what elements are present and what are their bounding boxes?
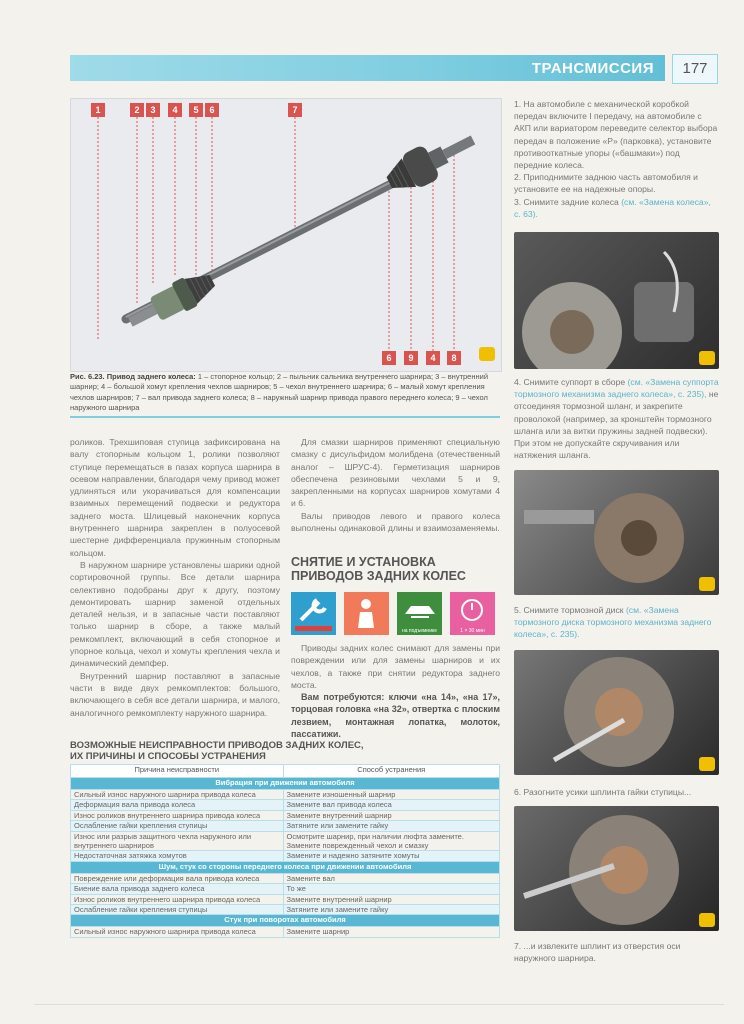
step-text: 6. Разогните усики шплинта гайки ступицы... xyxy=(514,787,692,797)
step-text xyxy=(514,196,719,220)
time-icon-label: 1 × 30 мин xyxy=(460,628,485,634)
table-row xyxy=(71,894,500,904)
table-row xyxy=(71,873,500,883)
figure-tag: 9 xyxy=(404,351,418,365)
table-row xyxy=(71,810,500,820)
remedy-cell: Замените вал xyxy=(283,873,500,883)
cause-cell: Деформация вала привода колеса xyxy=(71,800,284,810)
step-label: 4. Снимите суппорт в сборе xyxy=(514,377,626,387)
group-row xyxy=(71,861,500,873)
photo-hub-nut-pin xyxy=(514,650,719,775)
remedy-cell: Затяните или замените гайку xyxy=(283,905,500,915)
remedy-cell: Замените изношенный шарнир xyxy=(283,790,500,800)
middle-column xyxy=(291,436,500,534)
table-row xyxy=(71,790,500,800)
steps-1-3 xyxy=(514,98,719,220)
paragraph: роликов. Трехшиповая ступица зафиксирована на валу стопорным кольцом 1, ролики позволяют ступице перемещаться в пазах корпуса шарнира в осевом направлении, благодаря чему привод может удлиняться или укорачиваться для компенсации взаимных перемещений подвески и редуктора заднего моста. Шлицевый наконечник корпуса внутреннего шарнира закреплен в полуосевой шестерне дифференциала пружинным стопорным кольцом. xyxy=(70,437,280,558)
cause-cell: Сильный износ наружного шарнира привода колеса xyxy=(71,927,284,937)
column-header: Способ устранения xyxy=(283,765,500,778)
badge-icon xyxy=(699,757,715,771)
paragraph: Приводы задних колес снимают для замены при повреждении или для замены шарниров и их чехлов, а также при снятии редуктора заднего моста. xyxy=(291,643,500,690)
step-text: 7. ...и извлеките шплинт из отверстия оси наружного шарнира. xyxy=(514,941,681,964)
photo-rear-wheel-hub xyxy=(514,232,719,369)
cross-reference-link[interactable]: (см. «Замена колеса», с. 63). xyxy=(514,196,711,219)
figure-tag: 8 xyxy=(447,351,461,365)
group-row xyxy=(71,915,500,927)
cause-cell: Ослабление гайки крепления ступицы xyxy=(71,905,284,915)
remedy-cell: Затяните или замените гайку xyxy=(283,821,500,831)
remedy-cell: Замените шарнир xyxy=(283,927,500,937)
faults-table xyxy=(70,764,500,938)
paragraph: Для смазки шарниров применяют специальную смазку с дисульфидом молибдена (отечественный аналог – ШРУС-4). Герметизация шарниров обеспечена резиновыми чехлами 5 и 9, закрепленными на корпусах шарниров хомутами 4 и 6. xyxy=(291,437,500,509)
photo-brake-disc xyxy=(514,470,719,595)
cause-cell: Износ роликов внутреннего шарнира привода колеса xyxy=(71,894,284,904)
difficulty-wrench-icon xyxy=(291,592,336,635)
paragraph: В наружном шарнире установлены шарики одной сортировочной группы. Все детали шарнира селективно подобраны друг к другу, поэтому демонтировать шарнир заменой отдельных деталей нельзя, и в запасные части поставляют только шарнир в сборе, а также малый ремкомплект, включающий в себя стопорное и упорное кольца, чехол и хомуты крепления чехла и динамический демпфер. xyxy=(70,559,280,669)
table-row xyxy=(71,927,500,937)
time-icon xyxy=(450,592,495,635)
figure-caption-text: 1 – стопорное кольцо; 2 – пыльник сальника внутреннего шарнира; 3 – внутренний шарнир; 4 – большой хомут крепления чехлов шарниров; 5 – чехол внутреннего шарнира; 6 – малый хомут крепления чехлов шарниров; 7 – вал привода заднего колеса; 8 – наружный шарнир привода правого переднего колеса; 9 – чехол наружного шарнира xyxy=(70,372,489,413)
section-heading-line: СНЯТИЕ И УСТАНОВКА xyxy=(291,555,436,569)
cause-cell: Износ роликов внутреннего шарнира привода колеса xyxy=(71,810,284,820)
divider xyxy=(70,416,500,418)
step-label: 5. Снимите тормозной диск xyxy=(514,605,624,615)
step-text: 1. На автомобиле с механической коробкой передач включите I передачу, на автомобиле с АКП или вариатором переведите селектор выбора передач в положение «P» (парковка), установите противооткатные упоры («башмаки») под передние колеса. xyxy=(514,99,718,171)
figure-tag: 7 xyxy=(288,103,302,117)
figure-tag: 2 xyxy=(130,103,144,117)
table-row xyxy=(71,800,500,810)
cross-reference-link[interactable]: (см. «Замена суппорта тормозного механизма заднего колеса», с. 235), xyxy=(514,377,719,400)
drive-shaft-figure xyxy=(70,98,502,372)
step-5 xyxy=(514,604,719,641)
figure-caption-label: Рис. 6.23. Привод заднего колеса: xyxy=(70,372,196,381)
group-title: Шум, стук со стороны переднего колеса при движении автомобиля xyxy=(71,861,500,873)
remedy-cell: Замените и надежно затяните хомуты xyxy=(283,851,500,861)
figure-tag: 4 xyxy=(426,351,440,365)
group-title: Вибрация при движении автомобиля xyxy=(71,778,500,790)
section-heading-line: ПРИВОДОВ ЗАДНИХ КОЛЕС xyxy=(291,569,466,583)
table-title-line: ВОЗМОЖНЫЕ НЕИСПРАВНОСТИ ПРИВОДОВ ЗАДНИХ КОЛЕС, xyxy=(70,740,364,751)
tools-required: Вам потребуются: ключи «на 14», «на 17», торцовая головка «на 32», отвертка с плоским лезвием, монтажная лопатка, молоток, пассатижи. xyxy=(291,692,500,740)
person-icon xyxy=(344,592,389,635)
step-7 xyxy=(514,940,719,964)
figure-tag: 4 xyxy=(168,103,182,117)
figure-tag: 6 xyxy=(205,103,219,117)
group-title: Стук при поворотах автомобиля xyxy=(71,915,500,927)
paragraph: Внутренний шарнир поставляют в запасные части в виде двух ремкомплектов: большого, включающего в себя все детали шарнира, и малого, аналогичного ремкомплекту наружного шарнира. xyxy=(70,670,280,718)
group-row xyxy=(71,778,500,790)
table-title xyxy=(70,740,500,762)
table-row xyxy=(71,831,500,851)
remedy-cell: Замените вал привода колеса xyxy=(283,800,500,810)
section-heading xyxy=(291,555,500,583)
drive-shaft-illustration xyxy=(71,99,501,371)
section-title: ТРАНСМИССИЯ xyxy=(531,60,654,77)
left-column xyxy=(70,436,280,719)
remedy-cell: Замените внутренний шарнир xyxy=(283,810,500,820)
table-title-line: ИХ ПРИЧИНЫ И СПОСОБЫ УСТРАНЕНИЯ xyxy=(70,751,266,762)
cause-cell: Недостаточная затяжка хомутов xyxy=(71,851,284,861)
step-label: 3. Снимите задние колеса xyxy=(514,196,619,207)
figure-tag: 5 xyxy=(189,103,203,117)
column-header: Причина неисправности xyxy=(71,765,284,778)
figure-tag: 1 xyxy=(91,103,105,117)
table-row xyxy=(71,884,500,894)
footer-line xyxy=(34,1004,724,1005)
photo-cotter-pin-removal xyxy=(514,806,719,931)
page-number: 177 xyxy=(672,54,718,84)
table-row xyxy=(71,905,500,915)
cause-cell: Ослабление гайки крепления ступицы xyxy=(71,821,284,831)
badge-icon xyxy=(699,913,715,927)
figure-caption xyxy=(70,372,500,414)
cause-cell: Биение вала привода заднего колеса xyxy=(71,884,284,894)
step-6 xyxy=(514,786,719,798)
badge-icon xyxy=(699,577,715,591)
cross-reference-link[interactable]: (см. «Замена тормозного диска тормозного механизма заднего колеса», с. 235). xyxy=(514,605,712,640)
lift-icon xyxy=(397,592,442,635)
lift-icon-label: на подъемнике xyxy=(401,628,438,634)
step-text: не отсоединяя тормозной шланг, и закрепите проволокой (например, за кронштейн тормозного шланга или за витки пружины задней подвески). При этом не допускайте скручивания или натяжения шланга. xyxy=(514,389,719,461)
cause-cell: Повреждение или деформация вала привода колеса xyxy=(71,873,284,883)
remedy-cell: Замените внутренний шарнир xyxy=(283,894,500,904)
paragraph: Валы приводов левого и правого колеса выполнены одинаковой длины и взаимозаменяемы. xyxy=(291,510,500,534)
cause-cell: Износ или разрыв защитного чехла наружного или внутреннего шарниров xyxy=(71,831,284,851)
table-header xyxy=(71,765,500,778)
removal-text xyxy=(291,642,500,740)
badge-icon xyxy=(699,351,715,365)
figure-tag: 6 xyxy=(382,351,396,365)
figure-tag: 3 xyxy=(146,103,160,117)
table-row xyxy=(71,851,500,861)
remedy-cell: То же xyxy=(283,884,500,894)
cause-cell: Сильный износ наружного шарнира привода колеса xyxy=(71,790,284,800)
table-row xyxy=(71,821,500,831)
step-text: 2. Приподнимите заднюю часть автомобиля и установите ее на надежные опоры. xyxy=(514,172,698,195)
remedy-cell: Осмотрите шарнир, при наличии люфта замените. Замените поврежденный чехол и смазку xyxy=(283,831,500,851)
step-4 xyxy=(514,376,719,461)
